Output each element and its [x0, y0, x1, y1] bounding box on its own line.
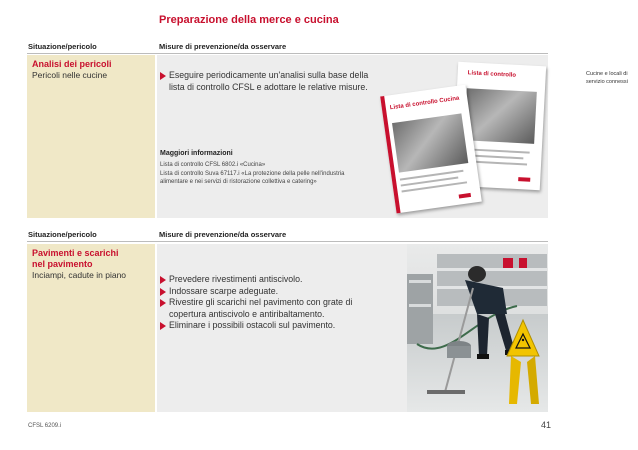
bullet-triangle-icon: [160, 288, 166, 296]
col-header-measures: Misure di prevenzione/da osservare: [159, 230, 287, 239]
more-info-line: Lista di controllo CFSL 6802.i «Cucina»: [160, 162, 266, 168]
hazard-cell: [27, 55, 155, 218]
document-code: CFSL 6209.i: [28, 423, 62, 429]
measures-list: [160, 70, 375, 93]
checklist-front-title: Lista di controllo Cucina: [389, 95, 460, 112]
list-item: Eliminare i possibili ostacoli sul pavimento.: [160, 320, 365, 332]
suva-logo-icon: [518, 177, 530, 182]
col-header-situation: Situazione/pericolo: [28, 230, 97, 239]
col-header-measures: Misure di prevenzione/da osservare: [159, 42, 287, 51]
col-header-situation: Situazione/pericolo: [28, 42, 97, 51]
kitchen-photo-icon: [464, 88, 537, 144]
floor-cleaning-illustration-icon: [407, 244, 548, 412]
more-info-line: alimentare e nei servizi di ristorazione collettiva e catering»: [160, 179, 317, 185]
page-number: 41: [541, 420, 552, 430]
page-title: Preparazione della merce e cucina: [159, 14, 339, 26]
hazard-title: Pavimenti e scarichi nel pavimento: [32, 248, 119, 269]
more-info-line: Lista di controllo Suva 67117.i «La protezione della pelle nell'industria: [160, 171, 345, 177]
header-rule: [27, 241, 548, 242]
list-item: Eseguire periodicamente un'analisi sulla base della lista di controllo CFSL e adottare le relative misure.: [160, 70, 375, 93]
checklist-back-title: Lista di controllo: [467, 70, 517, 79]
floor-cleaning-photo: [407, 244, 548, 412]
bullet-triangle-icon: [160, 299, 166, 307]
hazard-cell: [27, 244, 155, 412]
more-info-title: Maggiori informazioni: [160, 150, 233, 157]
hazard-title: Analisi dei pericoli: [32, 59, 112, 69]
bullet-triangle-icon: [160, 322, 166, 330]
header-rule: [27, 53, 548, 54]
bullet-triangle-icon: [160, 72, 166, 80]
measures-list: [160, 274, 365, 332]
hazard-subtitle: Inciampi, cadute in piano: [32, 270, 127, 280]
kitchen-photo-icon: [392, 113, 468, 172]
hazard-subtitle: Pericoli nelle cucine: [32, 70, 108, 80]
list-item: Rivestire gli scarichi nel pavimento con grate di copertura antiscivolo e antiribaltamento.: [160, 297, 365, 320]
bullet-triangle-icon: [160, 276, 166, 284]
list-item: Indossare scarpe adeguate.: [160, 286, 365, 298]
list-item: Prevedere rivestimenti antiscivolo.: [160, 274, 365, 286]
suva-logo-icon: [459, 193, 471, 199]
sidebar-section-note: Cucine e locali di servizio connessi: [586, 71, 628, 85]
checklist-cover-front: [380, 85, 482, 214]
